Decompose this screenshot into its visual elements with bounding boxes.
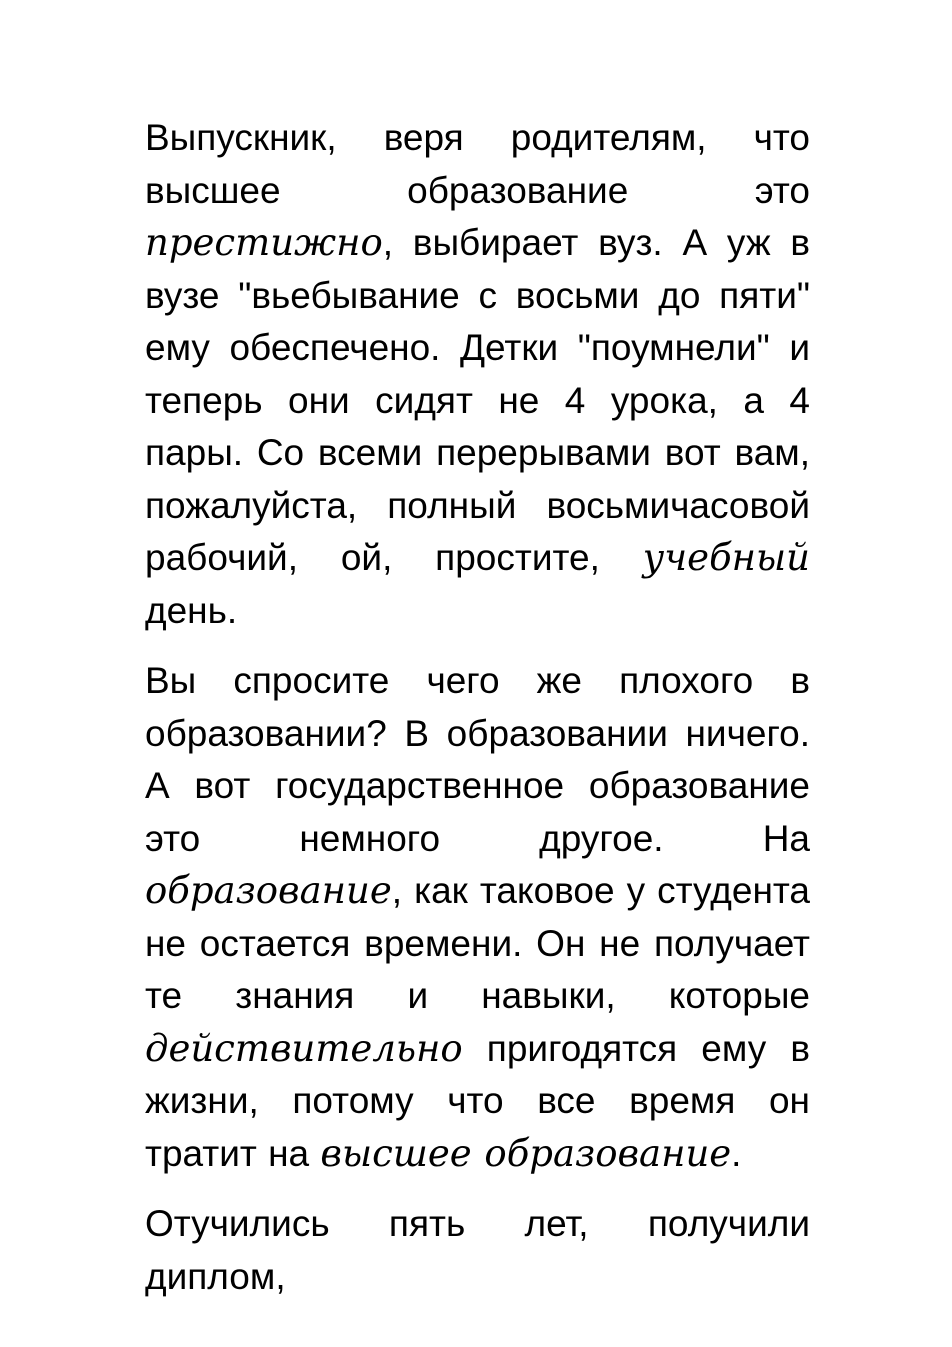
emphasis-run: образование: [145, 869, 392, 912]
text-run: , выбирает вуз. А уж в вузе "вьебывание с восьми до пяти" ему обеспечено. Детки "поумнели" и теперь они сидят не 4 урока, а 4 пары. Со всеми перерывами вот вам, пожалуйста, полный восьмичасовой рабочий, ой, простите,: [145, 222, 810, 578]
text-run: Выпускник, веря родителям, что высшее образование это: [145, 117, 810, 211]
text-run: .: [731, 1132, 742, 1174]
text-run: день.: [145, 589, 238, 631]
paragraph: [145, 655, 810, 1180]
emphasis-run: высшее образование: [320, 1131, 732, 1175]
emphasis-run: престижно: [145, 221, 383, 264]
text-run: Отучились пять лет, получили диплом,: [145, 1203, 810, 1297]
text-content: [145, 112, 810, 1303]
emphasis-run: учебный: [642, 536, 810, 579]
emphasis-run: действительно: [145, 1026, 463, 1070]
text-run: пригодятся ему в жизни, потому что все время он тратит на: [145, 1027, 810, 1174]
text-run: Вы спросите чего же плохого в образовании? В образовании ничего. А вот государственное образование это немного другое. На: [145, 660, 810, 859]
paragraph: [145, 1198, 810, 1303]
text-run: , как таковое у студента не остается времени. Он не получает те знания и навыки, которые: [145, 870, 810, 1016]
paragraph: [145, 112, 810, 637]
